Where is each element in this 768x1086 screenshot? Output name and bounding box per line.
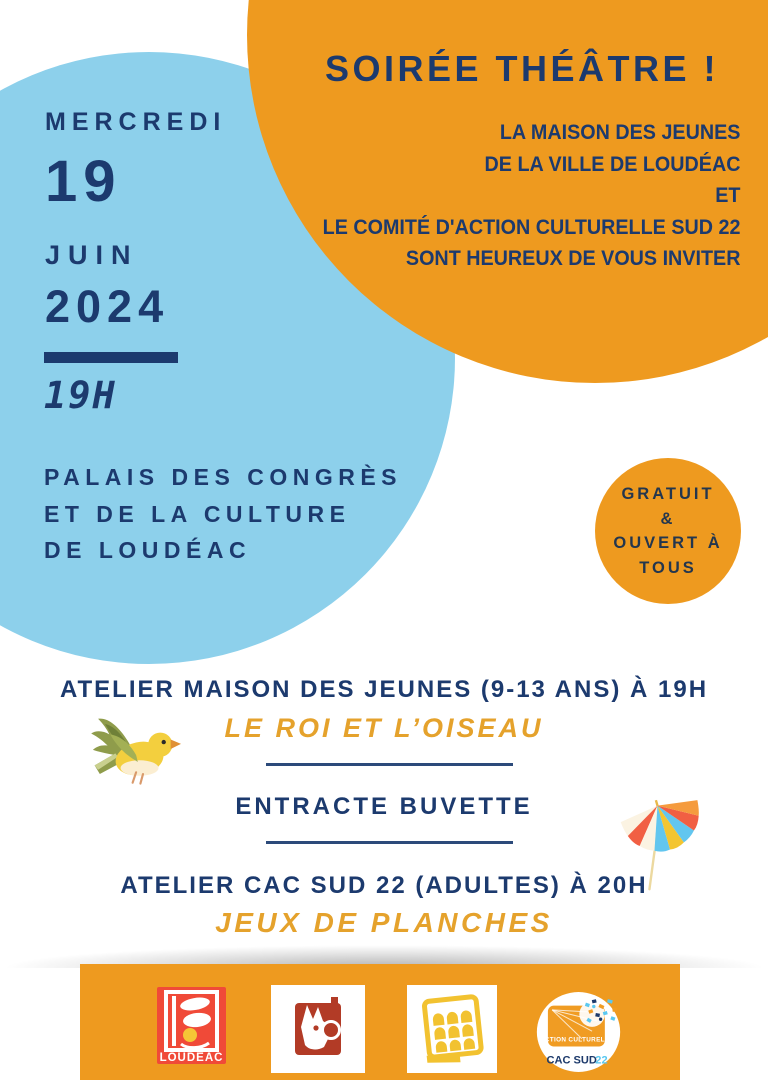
badge-line: TOUS xyxy=(639,558,697,577)
venue-line: ET DE LA CULTURE xyxy=(44,500,351,527)
event-day: 19 xyxy=(45,149,122,214)
venue-line: DE LOUDÉAC xyxy=(44,537,252,563)
poster-title: SOIRÉE THÉÂTRE ! xyxy=(324,48,720,89)
section-divider xyxy=(266,763,513,766)
venue-address xyxy=(44,459,402,569)
date-divider-rule xyxy=(44,352,178,363)
invitation-line: SONT HEUREUX DE VOUS INVITER xyxy=(405,247,740,270)
workshop2-title: ATELIER CAC SUD 22 (ADULTES) À 20H xyxy=(120,872,648,899)
badge-line: GRATUIT xyxy=(621,485,715,503)
loudeac-logo-label: LOUDÉAC xyxy=(159,1052,224,1064)
cac-logo-number: 22 xyxy=(595,1054,608,1067)
invitation-text xyxy=(322,117,740,275)
badge-line: OUVERT À xyxy=(613,534,723,552)
flying-bird-illustration xyxy=(86,710,181,788)
invitation-line: LA MAISON DES JEUNES xyxy=(499,121,740,144)
event-time: 19H xyxy=(44,374,117,417)
workshop1-play-title: LE ROI ET L’OISEAU xyxy=(224,713,544,743)
cac-sud-22-logo xyxy=(536,991,621,1073)
event-year: 2024 xyxy=(45,281,170,332)
venue-line: PALAIS DES CONGRÈS xyxy=(44,464,402,490)
event-month: JUIN xyxy=(45,240,139,270)
workshop1-title: ATELIER MAISON DES JEUNES (9-13 ANS) À 19H xyxy=(59,676,709,703)
intermission-text: ENTRACTE BUVETTE xyxy=(235,793,533,820)
invitation-line: DE LA VILLE DE LOUDÉAC xyxy=(484,152,740,176)
invitation-line: ET xyxy=(714,184,740,207)
free-entry-badge xyxy=(595,458,741,604)
section-divider xyxy=(266,841,513,844)
invitation-line: LE COMITÉ D'ACTION CULTURELLE SUD 22 xyxy=(322,215,740,239)
event-weekday: MERCREDI xyxy=(45,108,227,136)
loudeac-city-logo xyxy=(157,987,226,1064)
audience-seats-logo xyxy=(407,985,497,1073)
animal-head-logo xyxy=(271,985,365,1073)
cac-logo-subtitle: ACTION CULTURELLE xyxy=(539,1036,614,1044)
workshop2-play-title: JEUX DE PLANCHES xyxy=(215,907,553,938)
cac-logo-title: CAC SUD xyxy=(546,1054,597,1067)
badge-line: & xyxy=(660,509,676,528)
